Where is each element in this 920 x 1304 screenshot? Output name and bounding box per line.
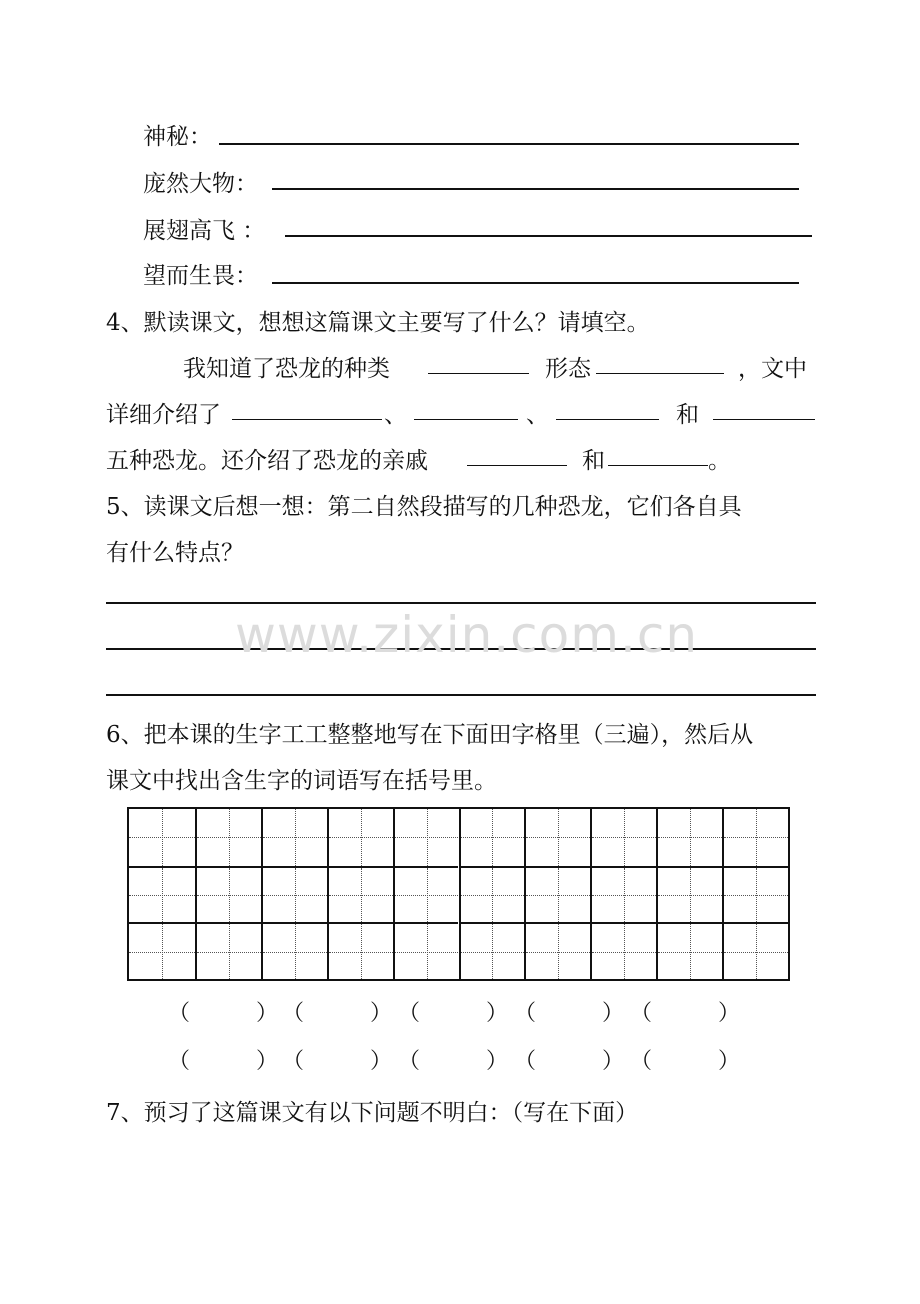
- bracket-close: ）: [602, 1049, 625, 1074]
- bracket-close: ）: [370, 1049, 393, 1074]
- bracket-answer-slot[interactable]: [654, 996, 714, 1022]
- bracket-answer-slot[interactable]: [192, 996, 252, 1022]
- tianzige-horizontal-guide: [592, 952, 656, 953]
- tianzige-horizontal-guide: [329, 837, 393, 838]
- vocab-answer-line-1[interactable]: [219, 143, 799, 145]
- tianzige-horizontal-guide: [197, 837, 261, 838]
- q4-text-detail: 详细介绍了: [106, 402, 221, 428]
- bracket-answer-slot[interactable]: [306, 1044, 366, 1070]
- tianzige-horizontal-guide: [197, 952, 261, 953]
- tianzige-horizontal-guide: [395, 952, 459, 953]
- tianzige-horizontal-guide: [724, 895, 788, 896]
- vocab-label-3: 展翅高飞 ：: [143, 218, 266, 244]
- q4-blank-dino-3[interactable]: [556, 419, 659, 420]
- question-4: 4、默读课文，想想这篇课文主要写了什么？请填空。: [106, 310, 650, 336]
- tianzige-cell[interactable]: [393, 866, 459, 923]
- watermark: www.zixin.com.cn: [235, 606, 699, 664]
- tianzige-horizontal-guide: [263, 837, 327, 838]
- tianzige-cell[interactable]: [524, 866, 590, 923]
- tianzige-cell[interactable]: [327, 866, 393, 923]
- tianzige-cell[interactable]: [656, 866, 722, 923]
- bracket-close: ）: [256, 1049, 279, 1074]
- q4-blank-dino-2[interactable]: [414, 419, 518, 420]
- tianzige-horizontal-guide: [724, 837, 788, 838]
- tianzige-cell[interactable]: [524, 809, 590, 866]
- vocab-label-4: 望而生畏：: [143, 263, 258, 289]
- tianzige-cell[interactable]: [459, 866, 525, 923]
- vocab-answer-line-3[interactable]: [285, 235, 812, 237]
- tianzige-cell[interactable]: [195, 922, 261, 979]
- question-5-line-2: 有什么特点？: [106, 540, 244, 566]
- tianzige-horizontal-guide: [658, 895, 722, 896]
- q5-answer-line-1[interactable]: [106, 602, 816, 604]
- tianzige-cell[interactable]: [327, 922, 393, 979]
- bracket-answer-slot[interactable]: [538, 996, 598, 1022]
- bracket-open: （: [514, 1049, 537, 1074]
- bracket-answer-slot[interactable]: [654, 1044, 714, 1070]
- tianzige-cell[interactable]: [195, 866, 261, 923]
- bracket-answer-slot[interactable]: [422, 1044, 482, 1070]
- tianzige-horizontal-guide: [526, 895, 590, 896]
- bracket-close: ）: [486, 1049, 509, 1074]
- bracket-answer-slot[interactable]: [538, 1044, 598, 1070]
- q4-end: 。: [708, 448, 731, 474]
- tianzige-horizontal-guide: [395, 837, 459, 838]
- tianzige-cell[interactable]: [195, 809, 261, 866]
- tianzige-horizontal-guide: [129, 952, 195, 953]
- tianzige-cell[interactable]: [261, 866, 327, 923]
- q4-blank-relative-1[interactable]: [467, 465, 567, 466]
- vocab-label-2: 庞然大物：: [143, 171, 258, 197]
- tianzige-cell[interactable]: [459, 922, 525, 979]
- q4-blank-dino-1[interactable]: [232, 419, 382, 420]
- bracket-open: （: [282, 1001, 305, 1026]
- tianzige-horizontal-guide: [526, 837, 590, 838]
- vocab-answer-line-2[interactable]: [272, 188, 799, 190]
- tianzige-cell[interactable]: [722, 866, 788, 923]
- tianzige-horizontal-guide: [263, 952, 327, 953]
- tianzige-horizontal-guide: [329, 895, 393, 896]
- tianzige-cell[interactable]: [524, 922, 590, 979]
- tianzige-grid: [127, 807, 790, 981]
- bracket-answer-slot[interactable]: [306, 996, 366, 1022]
- question-7: 7、预习了这篇课文有以下问题不明白：（写在下面）: [106, 1100, 639, 1126]
- tianzige-cell[interactable]: [656, 809, 722, 866]
- tianzige-horizontal-guide: [395, 895, 459, 896]
- tianzige-cell[interactable]: [129, 922, 195, 979]
- bracket-answer-slot[interactable]: [422, 996, 482, 1022]
- tianzige-cell[interactable]: [590, 809, 656, 866]
- tianzige-cell[interactable]: [393, 922, 459, 979]
- q4-text-species: 我知道了恐龙的种类: [183, 356, 390, 382]
- bracket-close: ）: [486, 1001, 509, 1026]
- bracket-close: ）: [602, 1001, 625, 1026]
- bracket-close: ）: [370, 1001, 393, 1026]
- q4-blank-shape[interactable]: [596, 373, 724, 374]
- bracket-open: （: [514, 1001, 537, 1026]
- tianzige-cell[interactable]: [327, 809, 393, 866]
- tianzige-horizontal-guide: [461, 952, 525, 953]
- q4-sep-1: 、: [384, 402, 407, 428]
- bracket-open: （: [398, 1001, 421, 1026]
- question-6-line-1: 6、把本课的生字工工整整地写在下面田字格里（三遍），然后从: [106, 722, 754, 748]
- q4-text-shape: 形态: [545, 356, 591, 382]
- tianzige-horizontal-guide: [329, 952, 393, 953]
- vocab-answer-line-4[interactable]: [272, 282, 799, 284]
- bracket-open: （: [630, 1001, 653, 1026]
- bracket-open: （: [168, 1049, 191, 1074]
- bracket-answer-slot[interactable]: [192, 1044, 252, 1070]
- bracket-close: ）: [718, 1001, 741, 1026]
- tianzige-cell[interactable]: [459, 809, 525, 866]
- tianzige-cell[interactable]: [656, 922, 722, 979]
- tianzige-horizontal-guide: [658, 837, 722, 838]
- tianzige-cell[interactable]: [129, 809, 195, 866]
- bracket-close: ）: [256, 1001, 279, 1026]
- q4-text-relatives: 五种恐龙。还介绍了恐龙的亲戚: [106, 448, 428, 474]
- bracket-open: （: [398, 1049, 421, 1074]
- bracket-close: ）: [718, 1049, 741, 1074]
- q4-text-wenzhong: ，文中: [738, 356, 807, 382]
- tianzige-cell[interactable]: [590, 922, 656, 979]
- q4-blank-relative-2[interactable]: [608, 465, 708, 466]
- tianzige-cell[interactable]: [722, 809, 788, 866]
- tianzige-cell[interactable]: [261, 922, 327, 979]
- bracket-open: （: [168, 1001, 191, 1026]
- tianzige-horizontal-guide: [526, 952, 590, 953]
- tianzige-horizontal-guide: [724, 952, 788, 953]
- tianzige-horizontal-guide: [461, 837, 525, 838]
- q5-answer-line-3[interactable]: [106, 694, 816, 696]
- q4-blank-species[interactable]: [428, 373, 529, 374]
- tianzige-cell[interactable]: [129, 866, 195, 923]
- q4-blank-dino-4[interactable]: [713, 419, 815, 420]
- tianzige-horizontal-guide: [263, 895, 327, 896]
- vocab-label-1: 神秘：: [143, 124, 212, 150]
- bracket-open: （: [282, 1049, 305, 1074]
- q4-and-2: 和: [582, 448, 605, 474]
- tianzige-cell[interactable]: [722, 922, 788, 979]
- tianzige-horizontal-guide: [461, 895, 525, 896]
- question-6-line-2: 课文中找出含生字的词语写在括号里。: [106, 768, 497, 794]
- q4-and-1: 和: [676, 402, 699, 428]
- q4-sep-2: 、: [526, 402, 549, 428]
- tianzige-horizontal-guide: [129, 837, 195, 838]
- tianzige-horizontal-guide: [658, 952, 722, 953]
- tianzige-horizontal-guide: [592, 895, 656, 896]
- tianzige-horizontal-guide: [197, 895, 261, 896]
- tianzige-horizontal-guide: [592, 837, 656, 838]
- question-5-line-1: 5、读课文后想一想：第二自然段描写的几种恐龙，它们各自具: [106, 494, 742, 520]
- tianzige-horizontal-guide: [129, 895, 195, 896]
- bracket-open: （: [630, 1049, 653, 1074]
- tianzige-cell[interactable]: [590, 866, 656, 923]
- tianzige-cell[interactable]: [261, 809, 327, 866]
- tianzige-cell[interactable]: [393, 809, 459, 866]
